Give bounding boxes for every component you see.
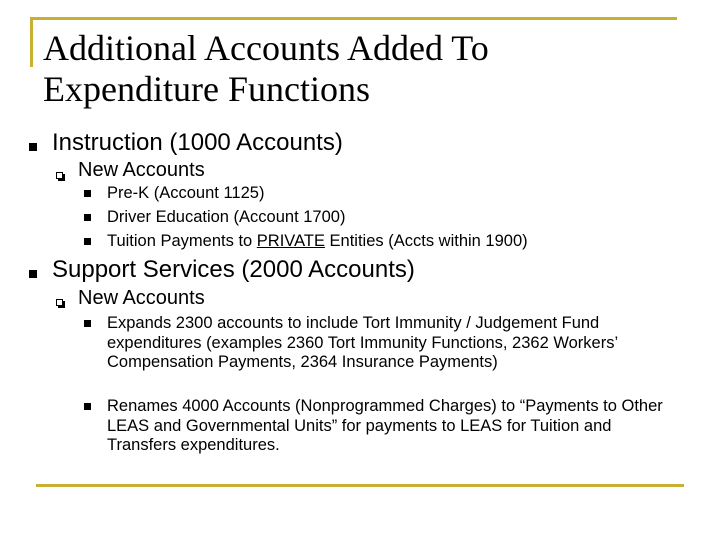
footer-line xyxy=(36,484,684,487)
level2-bullet-icon xyxy=(56,299,63,306)
level3-bullet-icon xyxy=(84,214,91,221)
title-frame-left-line xyxy=(30,17,33,67)
level3-bullet-icon xyxy=(84,320,91,327)
level3-bullet-icon xyxy=(84,190,91,197)
support-heading: Support Services (2000 Accounts) xyxy=(52,256,415,283)
tuition-text-after: Entities (Accts within 1900) xyxy=(324,232,528,250)
support-item-renames-4000: Renames 4000 Accounts (Nonprogrammed Charges) to “Payments to Other LEAS and Governmental Units” for payments to LEAS for Tuition and Transfers expenditures. xyxy=(107,397,663,454)
tuition-text-emphasis: PRIVATE xyxy=(256,232,325,250)
slide-title-line-2: Expenditure Functions xyxy=(43,69,370,109)
instruction-item-prek: Pre-K (Account 1125) xyxy=(107,184,265,202)
level1-bullet-icon xyxy=(29,143,37,151)
level1-bullet-icon xyxy=(29,270,37,278)
instruction-item-driver-ed: Driver Education (Account 1700) xyxy=(107,208,346,226)
tuition-text-before: Tuition Payments to xyxy=(107,232,257,250)
level2-bullet-icon xyxy=(56,172,63,179)
slide-title-line-1: Additional Accounts Added To xyxy=(43,28,489,68)
instruction-item-tuition xyxy=(107,232,528,252)
title-frame-top-line xyxy=(30,17,677,20)
support-item-tort-immunity: Expands 2300 accounts to include Tort Immunity / Judgement Fund expenditures (examples 2360 Tort Immunity Functions, 2362 Workers’ Compensation Payments, 2364 Insurance Payments) xyxy=(107,314,618,371)
level3-bullet-icon xyxy=(84,403,91,410)
level3-bullet-icon xyxy=(84,238,91,245)
instruction-heading: Instruction (1000 Accounts) xyxy=(52,129,343,156)
support-subheading: New Accounts xyxy=(78,287,205,309)
slide-title xyxy=(43,28,683,110)
instruction-subheading: New Accounts xyxy=(78,159,205,181)
